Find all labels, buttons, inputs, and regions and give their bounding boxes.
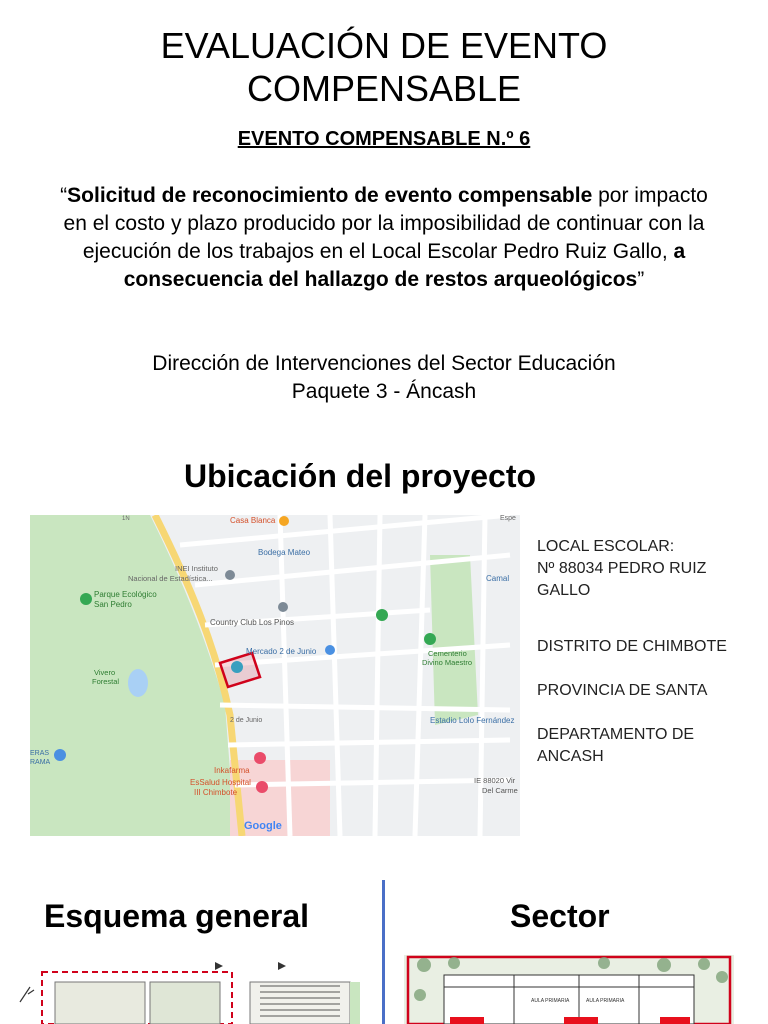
- cemetery-area: [430, 555, 478, 725]
- mercado-label: Mercado 2 de Junio: [246, 647, 317, 656]
- vivero-label: Vivero: [94, 668, 116, 677]
- ie-label: IE 88020 Vir: [474, 776, 516, 785]
- poi-left-icon: [54, 749, 66, 761]
- camal-label: Camal: [486, 574, 510, 583]
- location-title: Ubicación del proyecto: [183, 458, 537, 494]
- event-description: [50, 182, 718, 294]
- direction-line-2: Paquete 3 - Áncash: [291, 380, 477, 403]
- general-scheme-plan: [10, 952, 370, 1024]
- description-text: por impacto en el costo y plazo producido por la imposibilidad de continuar con la ejecución de los trabajos en el Local Escolar Pedro Ruiz Gallo,: [63, 184, 708, 263]
- country-club-icon: [278, 602, 288, 612]
- casa-blanca-label: Casa Blanca: [230, 516, 276, 525]
- cemetery-label-2: Divino Maestro: [422, 658, 473, 667]
- map-canvas: [30, 515, 520, 836]
- country-club-label: Country Club Los Pinos: [210, 618, 295, 627]
- inkafarma-label: Inkafarma: [214, 766, 250, 775]
- casa-blanca-icon: [279, 516, 289, 526]
- rama-label: RAMA: [30, 759, 51, 766]
- ie-label-2: Del Carme: [482, 786, 518, 795]
- site-pin-icon: [231, 661, 243, 673]
- province-text: PROVINCIA DE SANTA: [537, 682, 708, 699]
- district-text: DISTRITO DE CHIMBOTE: [537, 638, 727, 655]
- page-subtitle: EVENTO COMPENSABLE N.º 6: [237, 128, 531, 150]
- vivero-label-2: Forestal: [92, 677, 120, 686]
- cemetery-label: Cementerio: [428, 649, 467, 658]
- park-label-2: San Pedro: [94, 600, 132, 609]
- department-text: DEPARTAMENTO DE ANCASH: [537, 726, 695, 765]
- section-divider: [382, 880, 385, 1024]
- green-place-icon: [376, 609, 388, 621]
- close-quote: ”: [637, 268, 645, 291]
- direction-block: [0, 350, 768, 406]
- park-label: Parque Ecológico: [94, 590, 157, 599]
- inei-label: INEI Instituto: [175, 564, 218, 573]
- pond: [128, 669, 148, 697]
- inei-icon: [225, 570, 235, 580]
- estadio-label: Estadio Lolo Fernández: [430, 716, 515, 725]
- hospital-icon: [256, 781, 268, 793]
- direction-line-1: Dirección de Intervenciones del Sector Educación: [152, 352, 616, 375]
- inei-label-2: Nacional de Estadística...: [128, 574, 213, 583]
- mercado-icon: [325, 645, 335, 655]
- page-title: [0, 24, 768, 110]
- general-scheme-title: Esquema general: [44, 898, 309, 934]
- info-line-1: LOCAL ESCOLAR:: [537, 538, 675, 555]
- inkafarma-icon: [254, 752, 266, 764]
- espe-label: Espe: [500, 515, 516, 522]
- essalud-label: EsSalud Hospital: [190, 778, 251, 787]
- description-bold-1: Solicitud de reconocimiento de evento compensable: [67, 184, 593, 207]
- junio-street-label: 2 de Junio: [230, 717, 263, 724]
- essalud-label-2: III Chimbote: [194, 788, 238, 797]
- aula-label-1: AULA PRIMARIA: [531, 998, 570, 1004]
- general-plan-drawing: [10, 952, 370, 1024]
- school-info: [537, 536, 752, 768]
- location-map[interactable]: [30, 515, 520, 836]
- description-bold-2: a consecuencia del hallazgo de restos arqueológicos: [123, 240, 686, 291]
- google-logo: Google: [244, 820, 282, 832]
- cemetery-icon: [424, 633, 436, 645]
- route-label: 1N: [122, 516, 130, 522]
- title-line-2: COMPENSABLE: [246, 68, 522, 109]
- open-quote: “: [60, 184, 68, 207]
- eras-label: ERAS: [30, 750, 50, 757]
- title-line-1: EVALUACIÓN DE EVENTO: [160, 25, 608, 66]
- aula-label-2: AULA PRIMARIA: [586, 998, 625, 1004]
- sector-plan-drawing: [404, 955, 734, 1024]
- sector-plan: [404, 955, 734, 1024]
- bodega-label: Bodega Mateo: [258, 548, 311, 557]
- sector-title: Sector: [510, 898, 610, 934]
- info-line-2: Nº 88034 PEDRO RUIZ GALLO: [537, 560, 707, 599]
- park-icon: [80, 593, 92, 605]
